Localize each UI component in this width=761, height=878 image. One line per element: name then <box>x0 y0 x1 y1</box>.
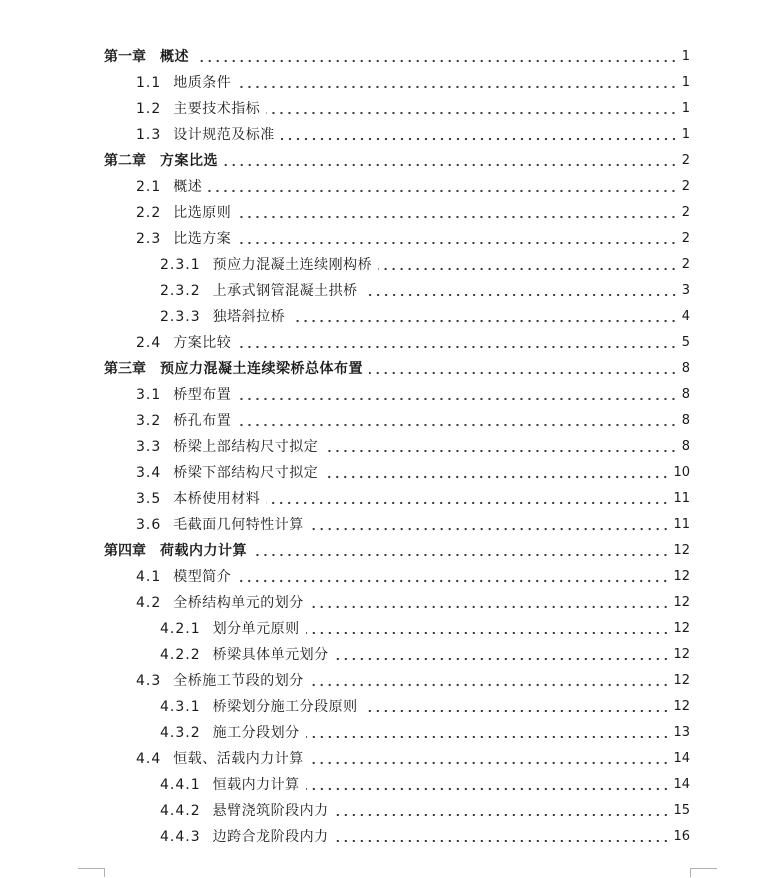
dot-leader <box>335 824 670 850</box>
toc-entry-page-number: 2 <box>681 179 690 194</box>
toc-entry-number: 第一章 <box>104 49 146 65</box>
toc-entry-page-number: 1 <box>681 75 690 90</box>
toc-entry-page-number: 11 <box>673 517 690 532</box>
toc-entry-number: 3.2 <box>136 413 162 429</box>
toc-entry-number: 4.3.1 <box>160 699 201 715</box>
dot-leader <box>253 538 669 564</box>
dot-leader <box>195 44 678 70</box>
toc-section-entry[interactable] <box>104 642 690 668</box>
toc-section-entry[interactable] <box>104 434 690 460</box>
toc-entry-number: 4.2 <box>136 595 162 611</box>
dot-leader <box>310 590 670 616</box>
toc-entry-title: 预应力混凝土连续刚构桥 <box>212 257 373 273</box>
dot-leader <box>324 460 669 486</box>
toc-entry-title: 边跨合龙阶段内力 <box>212 829 329 845</box>
toc-entry-title: 设计规范及标准 <box>173 127 275 143</box>
toc-entry-title: 上承式钢管混凝土拱桥 <box>212 283 358 299</box>
toc-section-entry[interactable] <box>104 590 690 616</box>
dot-leader <box>364 694 670 720</box>
dot-leader <box>237 382 677 408</box>
toc-entry-title: 预应力混凝土连续梁桥总体布置 <box>160 361 363 377</box>
dot-leader <box>237 330 677 356</box>
toc-section-entry[interactable] <box>104 200 690 226</box>
toc-entry-title: 荷载内力计算 <box>160 543 247 559</box>
dot-leader <box>237 564 669 590</box>
toc-entry-title: 独塔斜拉桥 <box>212 309 286 325</box>
toc-entry-number: 2.3.1 <box>160 257 201 273</box>
toc-section-entry[interactable] <box>104 382 690 408</box>
toc-entry-page-number: 11 <box>673 491 690 506</box>
toc-section-entry[interactable] <box>104 486 690 512</box>
toc-section-entry[interactable] <box>104 824 690 850</box>
toc-entry-title: 施工分段划分 <box>212 725 300 741</box>
toc-entry-number: 1.2 <box>136 101 162 117</box>
toc-entry-number: 2.2 <box>136 205 162 221</box>
toc-entry-page-number: 1 <box>681 101 690 116</box>
toc-entry-title: 方案比选 <box>160 153 218 169</box>
toc-entry-title: 比选方案 <box>173 231 232 247</box>
toc-entry-title: 恒载内力计算 <box>212 777 300 793</box>
toc-chapter-entry[interactable] <box>104 44 690 70</box>
toc-section-entry[interactable] <box>104 226 690 252</box>
dot-leader <box>310 746 670 772</box>
toc-entry-title: 主要技术指标 <box>173 101 261 117</box>
toc-section-entry[interactable] <box>104 668 690 694</box>
toc-entry-page-number: 8 <box>681 387 690 402</box>
dot-leader <box>208 174 677 200</box>
dot-leader <box>306 616 670 642</box>
toc-entry-number: 2.3 <box>136 231 162 247</box>
dot-leader <box>237 408 677 434</box>
toc-section-entry[interactable] <box>104 122 690 148</box>
toc-section-entry[interactable] <box>104 70 690 96</box>
toc-entry-page-number: 3 <box>681 283 690 298</box>
toc-section-entry[interactable] <box>104 720 690 746</box>
toc-entry-number: 4.2.1 <box>160 621 201 637</box>
toc-entry-page-number: 2 <box>681 205 690 220</box>
toc-section-entry[interactable] <box>104 330 690 356</box>
toc-entry-number: 2.3.2 <box>160 283 201 299</box>
toc-section-entry[interactable] <box>104 174 690 200</box>
dot-leader <box>224 148 678 174</box>
toc-entry-title: 全桥施工节段的划分 <box>173 673 304 689</box>
toc-entry-page-number: 12 <box>673 699 690 714</box>
toc-entry-title: 地质条件 <box>173 75 232 91</box>
dot-leader <box>335 798 670 824</box>
toc-entry-number: 4.3 <box>136 673 162 689</box>
toc-section-entry[interactable] <box>104 96 690 122</box>
toc-entry-number: 3.3 <box>136 439 162 455</box>
toc-entry-page-number: 1 <box>681 49 690 64</box>
dot-leader <box>324 434 677 460</box>
toc-section-entry[interactable] <box>104 278 690 304</box>
toc-section-entry[interactable] <box>104 694 690 720</box>
dot-leader <box>266 486 669 512</box>
toc-entry-page-number: 8 <box>681 413 690 428</box>
toc-entry-page-number: 2 <box>681 231 690 246</box>
toc-entry-page-number: 12 <box>673 647 690 662</box>
toc-entry-page-number: 14 <box>673 777 690 792</box>
dot-leader <box>364 278 678 304</box>
toc-entry-number: 2.3.3 <box>160 309 201 325</box>
toc-entry-title: 模型简介 <box>173 569 232 585</box>
toc-entry-title: 桥梁下部结构尺寸拟定 <box>173 465 319 481</box>
toc-entry-number: 第三章 <box>104 361 146 377</box>
toc-entry-title: 桥型布置 <box>173 387 232 403</box>
toc-entry-title: 桥梁划分施工分段原则 <box>212 699 358 715</box>
toc-section-entry[interactable] <box>104 798 690 824</box>
toc-entry-page-number: 12 <box>673 621 690 636</box>
dot-leader <box>310 512 670 538</box>
toc-entry-number: 1.1 <box>136 75 162 91</box>
toc-chapter-entry[interactable] <box>104 148 690 174</box>
toc-entry-page-number: 15 <box>673 803 690 818</box>
toc-entry-page-number: 1 <box>681 127 690 142</box>
toc-entry-title: 本桥使用材料 <box>173 491 261 507</box>
toc-entry-number: 4.4 <box>136 751 162 767</box>
toc-entry-page-number: 8 <box>681 439 690 454</box>
toc-entry-title: 全桥结构单元的划分 <box>173 595 304 611</box>
toc-entry-number: 1.3 <box>136 127 162 143</box>
dot-leader <box>306 720 670 746</box>
toc-entry-number: 3.6 <box>136 517 162 533</box>
toc-entry-title: 比选原则 <box>173 205 232 221</box>
toc-entry-page-number: 12 <box>673 543 690 558</box>
toc-chapter-entry[interactable] <box>104 356 690 382</box>
toc-section-entry[interactable] <box>104 616 690 642</box>
toc-entry-title: 桥梁具体单元划分 <box>212 647 329 663</box>
toc-entry-title: 概述 <box>173 179 203 195</box>
toc-entry-number: 4.4.2 <box>160 803 201 819</box>
crop-mark-bottom-right <box>690 868 717 877</box>
toc-entry-page-number: 5 <box>681 335 690 350</box>
dot-leader <box>369 356 678 382</box>
toc-section-entry[interactable] <box>104 564 690 590</box>
toc-entry-title: 毛截面几何特性计算 <box>173 517 304 533</box>
dot-leader <box>378 252 678 278</box>
toc-entry-title: 划分单元原则 <box>212 621 300 637</box>
toc-entry-number: 第四章 <box>104 543 146 559</box>
toc-entry-number: 3.4 <box>136 465 162 481</box>
toc-entry-page-number: 2 <box>681 153 690 168</box>
dot-leader <box>266 96 677 122</box>
dot-leader <box>310 668 670 694</box>
toc-section-entry[interactable] <box>104 512 690 538</box>
toc-section-entry[interactable] <box>104 772 690 798</box>
toc-entry-number: 4.3.2 <box>160 725 201 741</box>
dot-leader <box>237 200 677 226</box>
toc-entry-page-number: 16 <box>673 829 690 844</box>
toc-entry-number: 4.2.2 <box>160 647 201 663</box>
toc-entry-number: 4.1 <box>136 569 162 585</box>
toc-entry-title: 概述 <box>160 49 189 65</box>
dot-leader <box>237 226 677 252</box>
toc-section-entry[interactable] <box>104 252 690 278</box>
toc-entry-page-number: 14 <box>673 751 690 766</box>
toc-section-entry[interactable] <box>104 746 690 772</box>
toc-section-entry[interactable] <box>104 460 690 486</box>
toc-entry-page-number: 13 <box>673 725 690 740</box>
dot-leader <box>291 304 678 330</box>
table-of-contents <box>104 44 690 850</box>
crop-mark-bottom-left <box>78 868 105 877</box>
toc-entry-number: 3.1 <box>136 387 162 403</box>
toc-section-entry[interactable] <box>104 304 690 330</box>
toc-entry-title: 桥孔布置 <box>173 413 232 429</box>
dot-leader <box>237 70 677 96</box>
toc-entry-page-number: 8 <box>681 361 690 376</box>
toc-entry-title: 恒载、活载内力计算 <box>173 751 304 767</box>
toc-section-entry[interactable] <box>104 408 690 434</box>
toc-entry-number: 第二章 <box>104 153 146 169</box>
toc-entry-page-number: 4 <box>681 309 690 324</box>
toc-entry-title: 悬臂浇筑阶段内力 <box>212 803 329 819</box>
dot-leader <box>335 642 670 668</box>
dot-leader <box>306 772 670 798</box>
toc-entry-number: 2.1 <box>136 179 162 195</box>
toc-entry-number: 4.4.1 <box>160 777 201 793</box>
toc-entry-page-number: 12 <box>673 569 690 584</box>
dot-leader <box>281 122 678 148</box>
toc-entry-page-number: 10 <box>673 465 690 480</box>
toc-entry-page-number: 12 <box>673 673 690 688</box>
toc-entry-title: 方案比较 <box>173 335 232 351</box>
toc-entry-number: 4.4.3 <box>160 829 201 845</box>
toc-entry-page-number: 2 <box>681 257 690 272</box>
toc-entry-number: 2.4 <box>136 335 162 351</box>
toc-entry-title: 桥梁上部结构尺寸拟定 <box>173 439 319 455</box>
toc-entry-page-number: 12 <box>673 595 690 610</box>
toc-chapter-entry[interactable] <box>104 538 690 564</box>
toc-entry-number: 3.5 <box>136 491 162 507</box>
